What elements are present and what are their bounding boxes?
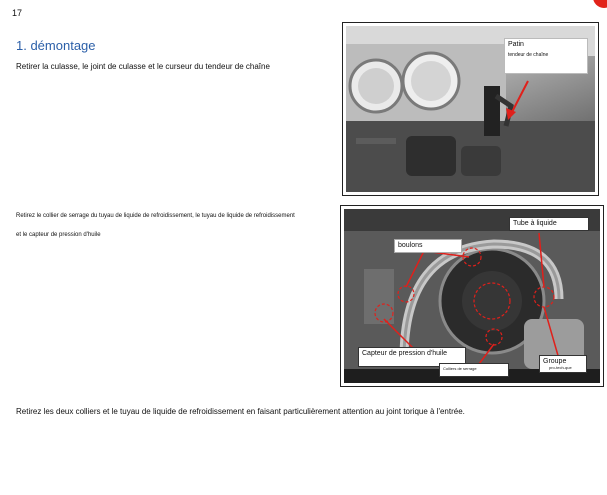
engine-photo	[346, 26, 595, 192]
label-groupe-sub: pro-tech-que	[549, 365, 572, 370]
label-tube-liquide: Tube à liquide	[509, 217, 589, 231]
page-number: 17	[12, 8, 23, 18]
colliers-pointer-arrow	[479, 344, 494, 364]
label-groupe: Groupe	[539, 355, 587, 373]
patin-pointer-arrow	[511, 81, 528, 114]
target-circle	[534, 287, 554, 307]
label-patin-title: Patin	[508, 41, 524, 48]
label-patin-sub: tendeur de chaîne	[508, 52, 549, 58]
label-boulons: boulons	[394, 239, 462, 253]
step-2-text-line-1: Retirez le collier de serrage du tuyau de liquide de refroidissement, le tuyau de liquide de refroidissement	[16, 213, 295, 219]
photo-cylinder-head	[342, 22, 599, 196]
target-circle	[486, 329, 502, 345]
step-2-text-line-2: et le capteur de pression d'huile	[16, 232, 101, 238]
step-1-text: Retirer la culasse, le joint de culasse et le curseur du tendeur de chaîne	[16, 62, 270, 71]
step-3-text: Retirez les deux colliers et le tuyau de liquide de refroidissement en faisant particulièrement attention au joint torique à l'entrée.	[16, 407, 465, 416]
groupe-pointer-arrow	[544, 307, 559, 359]
target-circle	[398, 286, 414, 302]
tube-pointer-arrow	[539, 233, 544, 287]
photo-coolant-hose	[340, 205, 604, 387]
target-circle	[474, 283, 510, 319]
capteur-pointer-arrow	[384, 319, 414, 349]
engine-photo	[344, 209, 600, 383]
label-patin	[504, 38, 588, 74]
section-title: 1. démontage	[16, 38, 96, 53]
label-capteur-pression: Capteur de pression d'huile	[358, 347, 466, 367]
boulons-pointer-arrow	[406, 251, 424, 287]
brand-logo	[593, 0, 607, 8]
label-colliers-serrage: Colliers de serrage	[439, 363, 509, 377]
